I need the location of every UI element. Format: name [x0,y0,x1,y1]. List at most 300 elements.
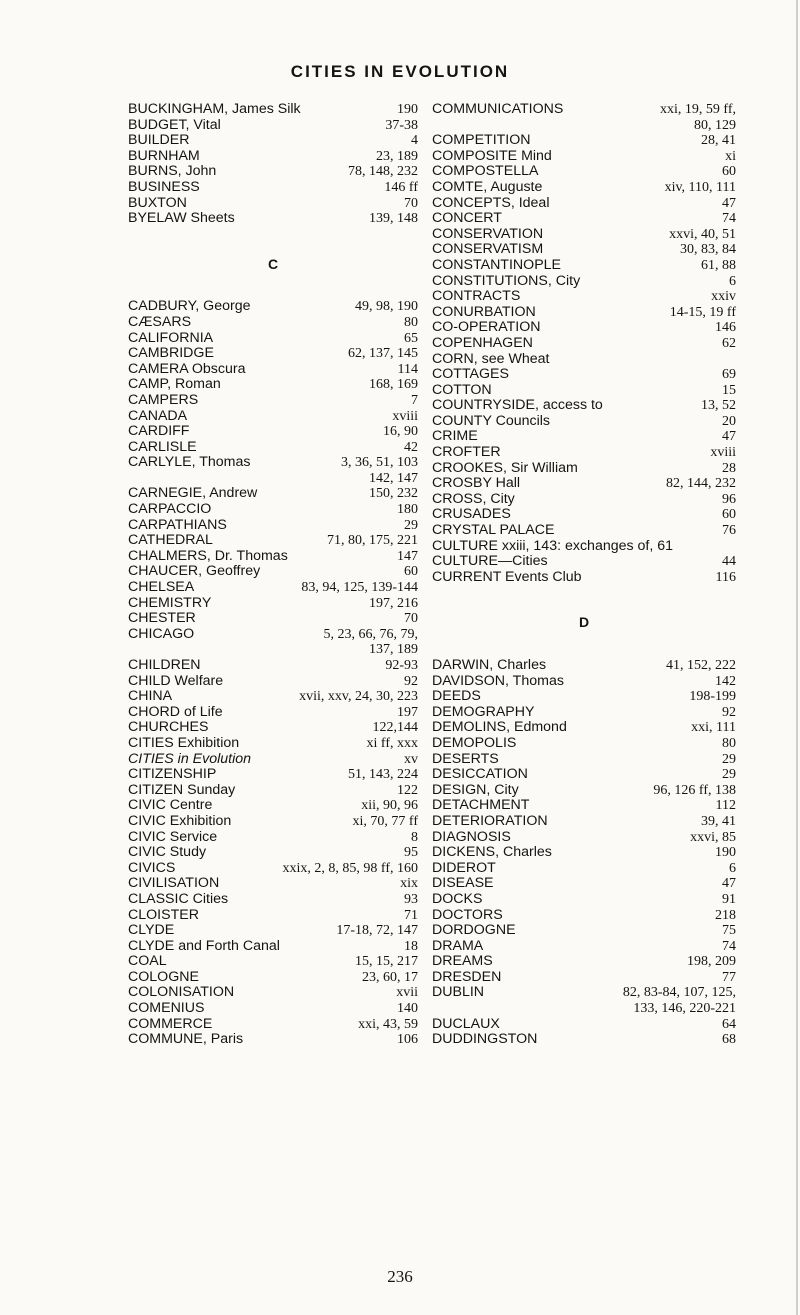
index-entry [128,876,418,892]
index-entry-pages: 18 [404,938,418,954]
index-entry-term: DETERIORATION [432,812,548,829]
index-entry-term: COMENIUS [128,1000,205,1017]
index-entry-pages: 75 [722,923,736,939]
index-entry-term: BURNS, John [128,163,217,180]
index-entry-term: DEMOGRAPHY [432,703,535,720]
index-entry-pages: 13, 52 [701,398,736,414]
index-entry-term: COLONISATION [128,984,235,1001]
index-entry-pages: 76 [722,523,736,539]
index-entry-term: DESERTS [432,750,499,767]
index-entry-term: CHURCHES [128,719,209,736]
index-entry [432,814,736,830]
index-entry-pages: 71, 80, 175, 221 [327,533,418,549]
index-entry-pages: xxvi, 40, 51 [669,226,736,242]
index-entry-term: CARNEGIE, Andrew [128,485,258,502]
index-entry-pages: 70 [404,611,418,627]
index-entry [432,923,736,939]
index-entry-term: CIVICS [128,859,176,876]
index-entry-term: CITIES in Evolution [128,750,252,767]
index-entry-pages-continued: 80, 129 [694,117,736,133]
index-entry-term: CIVIC Exhibition [128,812,232,829]
index-entry [128,658,418,674]
index-entry [432,352,736,368]
index-entry-pages: 68 [722,1032,736,1048]
index-entry-pages: 41, 152, 222 [666,658,736,673]
index-entry [128,409,418,425]
index-entry-pages: 15, 15, 217 [355,954,418,970]
index-entry-pages: xxix, 2, 8, 85, 98 ff, 160 [282,860,418,876]
index-entry-term: CONTRACTS [432,288,521,305]
index-entry-term: COMTE, Auguste [432,178,543,195]
index-section-b [128,102,418,227]
index-entry-pages: 8 [411,829,418,845]
index-entry-term: CHILDREN [128,657,201,673]
index-entry-term: CAMBRIDGE [128,345,214,362]
index-entry [128,689,418,705]
index-entry-pages: 80 [722,735,736,751]
index-entry-pages: 49, 98, 190 [355,299,418,315]
index-entry-pages: xiv, 110, 111 [664,179,736,195]
index-entry-term: CURRENT Events Club [432,568,582,585]
index-entry-term: DIAGNOSIS [432,828,511,845]
index-entry-term: CROFTER [432,444,501,461]
index-entry-pages: 112 [715,798,736,814]
index-entry [128,315,418,331]
index-entry [128,518,418,534]
index-entry-pages: 7 [411,392,418,408]
index-entry-term: DOCTORS [432,906,503,923]
index-entry-term: BYELAW Sheets [128,210,235,227]
index-entry-pages: 198-199 [689,689,736,705]
index-entry [432,336,736,352]
index-entry [432,570,736,586]
index-entry-pages-continued: 142, 147 [369,470,418,486]
index-entry [128,533,418,549]
index-entry-term: BURNHAM [128,147,200,164]
index-entry [432,954,736,970]
index-entry-term: CONSTANTINOPLE [432,256,562,273]
index-entry [432,414,736,430]
index-entry-pages: 83, 94, 125, 139-144 [301,580,418,596]
index-entry-pages: 197, 216 [369,595,418,611]
index-entry-pages: 74 [722,211,736,227]
index-entry-term: CO-OPERATION [432,319,541,336]
index-entry-term: CARLISLE [128,438,197,455]
index-section-d [432,658,736,1048]
index-entry-term: COMPOSITE Mind [432,147,552,164]
index-entry [432,720,736,736]
index-entry [432,798,736,814]
index-entry-term: CORN, see Wheat [432,350,550,367]
index-entry-pages-continued: 133, 146, 220-221 [633,1001,736,1017]
index-entry [128,149,418,165]
index-entry [432,133,736,149]
index-entry-term: BUXTON [128,194,187,211]
index-entry-pages: xviii [710,445,736,461]
index-entry-term: CONSTITUTIONS, City [432,272,581,289]
index-entry-pages: 20 [722,413,736,429]
index-entry-term: BUSINESS [128,178,200,195]
index-entry-term: CRUSADES [432,506,511,523]
index-section-c [128,299,418,1048]
index-entry [432,1032,736,1048]
index-entry-term: DETACHMENT [432,797,530,814]
index-entry-pages: 5, 23, 66, 76, 79, [323,626,418,642]
index-entry [432,492,736,508]
index-entry [128,720,418,736]
index-entry-pages: 150, 232 [369,486,418,502]
index-entry-pages: 64 [722,1016,736,1032]
index-entry-term: DOCKS [432,890,483,907]
index-entry-term: DEMOLINS, Edmond [432,719,567,736]
index-entry-pages: 70 [404,195,418,211]
index-entry [432,398,736,414]
index-entry [432,970,736,986]
index-entry [128,923,418,939]
index-entry [432,383,736,399]
index-entry-term: CIVIC Service [128,828,218,845]
index-entry-term: CÆSARS [128,313,192,330]
index-entry [128,331,418,347]
index-entry [128,861,418,877]
index-entry [128,798,418,814]
index-entry [128,627,418,658]
index-entry-pages: 198, 209 [687,954,736,970]
index-entry-term: CHORD of Life [128,703,223,720]
page-number: 236 [387,1267,413,1286]
index-entry [432,830,736,846]
index-entry-term: DRAMA [432,937,484,954]
index-entry [432,736,736,752]
index-entry-pages: xxiv [711,289,736,305]
index-entry-pages: 15 [722,382,736,398]
index-entry [128,752,418,768]
index-entry [432,507,736,523]
index-entry-pages: 116 [715,569,736,585]
index-entry-term: COTTAGES [432,366,509,383]
index-entry-pages: 3, 36, 51, 103 [341,455,418,471]
index-entry-pages: 91 [722,891,736,907]
index-entry-pages: 78, 148, 232 [348,164,418,180]
index-entry-pages: 146 ff [384,179,418,195]
index-entry-term: CITIZEN Sunday [128,781,236,798]
index-entry-term: CIVILISATION [128,875,220,892]
index-entry-term: CHINA [128,688,173,705]
index-entry-pages-continued: 137, 189 [369,642,418,658]
index-entry [432,689,736,705]
index-entry-term: DESIGN, City [432,781,519,798]
index-entry-term: CHICAGO [128,625,195,642]
index-entry-pages: 4 [411,133,418,149]
index-entry-pages: 23, 60, 17 [362,969,418,985]
index-entry-pages: 62, 137, 145 [348,346,418,362]
index-entry-term: DISEASE [432,875,494,892]
index-entry [432,892,736,908]
index-entry [432,289,736,305]
index-entry-pages: 96 [722,491,736,507]
index-entry-pages: 114 [397,361,418,377]
index-entry-pages: 180 [397,502,418,518]
index-entry-term: CHAUCER, Geoffrey [128,563,261,580]
index-entry-pages: xviii [392,408,418,424]
index-entry-pages: 47 [722,876,736,892]
index-entry [432,845,736,861]
index-entry-pages: 60 [722,507,736,523]
index-entry-term: CARLYLE, Thomas [128,454,251,471]
index-entry-pages: 92 [722,704,736,720]
index-entry [128,118,418,134]
index-entry [432,476,736,492]
index-entry-term: CHILD Welfare [128,672,224,689]
index-entry [432,429,736,445]
index-entry-term: COMPOSTELLA [432,163,539,180]
index-entry-term: COUNTY Councils [432,412,550,429]
index-entry [128,102,418,118]
index-entry [128,196,418,212]
index-entry [128,346,418,362]
index-entry [432,211,736,227]
index-entry [432,227,736,243]
index-entry-pages: 190 [397,102,418,117]
index-entry-term: CRIME [432,428,478,445]
index-entry-pages: 30, 83, 84 [680,242,736,258]
index-entry-term: COAL [128,953,167,970]
index-entry [128,783,418,799]
index-entry-pages: 168, 169 [369,377,418,393]
index-entry-term: DUBLIN [432,984,485,1001]
index-entry-term: CULTURE xxiii, 143: exchanges of, 61 [432,537,674,554]
index-entry-term: CAMPERS [128,391,199,408]
index-entry [128,954,418,970]
index-entry [128,908,418,924]
index-entry-term: BUCKINGHAM, James Silk [128,101,301,117]
index-entry [432,242,736,258]
index-entry [432,752,736,768]
index-entry-term: CAMERA Obscura [128,360,246,377]
index-entry-pages: 28 [722,460,736,476]
index-entry [128,486,418,502]
index-entry [432,1017,736,1033]
index-entry-term: CIVIC Study [128,844,207,861]
index-entry-pages: 82, 83-84, 107, 125, [622,985,736,1001]
index-entry-term: CHALMERS, Dr. Thomas [128,547,288,564]
index-entry-pages: 190 [715,845,736,861]
index-entry-term: DEMOPOLIS [432,734,517,751]
index-entry [128,705,418,721]
index-entry-pages: xvii [396,985,418,1001]
index-entry-pages: 122,144 [372,720,418,736]
index-entry-term: COMMERCE [128,1015,213,1032]
index-entry-pages: 197 [397,704,418,720]
index-entry-term: CONCERT [432,210,502,227]
index-entry-pages: 60 [404,564,418,580]
index-entry-pages: 61, 88 [701,257,736,273]
index-entry-pages: xi, 70, 77 ff [352,813,418,829]
index-entry-term: CONSERVATISM [432,241,544,258]
index-entry-pages: 147 [397,548,418,564]
index-entry [432,554,736,570]
index-entry-term: CARPATHIANS [128,516,227,533]
index-entry [128,674,418,690]
index-entry [128,133,418,149]
index-entry-pages: 6 [729,860,736,876]
index-entry [128,985,418,1001]
index-entry-term: CROSS, City [432,490,515,507]
index-column-right [432,102,736,1048]
index-entry [432,305,736,321]
index-entry-pages: 44 [722,554,736,570]
index-entry [128,767,418,783]
index-entry [432,767,736,783]
index-entry-term: CROSBY Hall [432,475,521,492]
index-entry-term: CARDIFF [128,423,190,440]
index-entry-pages: xxi, 111 [691,720,736,736]
index-entry-pages: 106 [397,1032,418,1048]
index-entry-term: CLYDE and Forth Canal [128,937,280,954]
index-entry [128,455,418,486]
index-entry [128,211,418,227]
index-section-c-continued [432,102,736,585]
index-entry [432,367,736,383]
index-entry-pages: 80 [404,314,418,330]
page-header: CITIES IN EVOLUTION [290,62,510,81]
index-column-left [128,102,418,1048]
index-entry-term: CARPACCIO [128,501,212,518]
index-entry-term: CITIES Exhibition [128,734,240,751]
index-entry [128,1017,418,1033]
index-entry-term: CADBURY, George [128,298,251,315]
index-entry-pages: 140 [397,1001,418,1017]
index-entry-pages: 28, 41 [701,133,736,149]
index-entry-term: DAVIDSON, Thomas [432,672,564,689]
index-entry-pages: 142 [715,673,736,689]
index-entry-pages: 122 [397,782,418,798]
index-entry-term: CATHEDRAL [128,532,213,549]
index-entry-pages: xix [400,876,418,892]
index-entry [128,564,418,580]
index-entry-term: COMMUNICATIONS [432,101,564,117]
index-entry-term: CONURBATION [432,303,536,320]
section-letter-c: C [267,255,279,272]
index-entry [128,502,418,518]
index-entry-pages: xi ff, xxx [366,735,418,751]
index-entry-term: CROOKES, Sir William [432,459,578,476]
index-entry-pages: xvii, xxv, 24, 30, 223 [299,689,418,705]
index-entry-pages: 6 [729,273,736,289]
index-entry-term: CITIZENSHIP [128,766,217,783]
index-entry [128,393,418,409]
index-entry-term: CULTURE—Cities [432,553,548,570]
index-entry [128,424,418,440]
index-entry-pages: 92-93 [385,658,418,673]
index-entry-pages: 17-18, 72, 147 [336,923,418,939]
index-entry [432,196,736,212]
index-entry-pages: 82, 144, 232 [666,476,736,492]
index-entry-term: CHELSEA [128,579,195,596]
index-entry-pages: 65 [404,330,418,346]
index-entry [128,845,418,861]
index-entry-term: CHESTER [128,610,196,627]
index-entry-pages: 69 [722,367,736,383]
index-entry-pages: 47 [722,195,736,211]
index-entry-term: COMMUNE, Paris [128,1031,244,1048]
index-entry [128,736,418,752]
index-entry-term: COMPETITION [432,132,531,149]
index-entry-pages: 93 [404,891,418,907]
index-entry [432,861,736,877]
index-entry [128,611,418,627]
index-entry-pages: 29 [404,517,418,533]
index-entry [128,580,418,596]
index-entry [432,939,736,955]
index-entry [432,274,736,290]
index-entry [432,258,736,274]
index-entry-term: COLOGNE [128,968,199,985]
index-entry-pages: 71 [404,907,418,923]
index-entry-term: BUILDER [128,132,190,149]
index-entry-pages: xii, 90, 96 [361,798,418,814]
index-entry [432,539,736,555]
index-entry-pages: 218 [715,907,736,923]
index-entry [128,892,418,908]
index-entry-pages: 29 [722,751,736,767]
index-entry [128,830,418,846]
index-entry [128,549,418,565]
index-entry-pages: 16, 90 [383,424,418,440]
index-entry [432,164,736,180]
index-entry-term: DEEDS [432,688,481,705]
index-entry-pages: 39, 41 [701,813,736,829]
index-entry-term: COUNTRYSIDE, access to [432,397,603,414]
index-entry-term: DRESDEN [432,968,502,985]
index-entry-pages: 47 [722,429,736,445]
index-entry-term: CLYDE [128,922,175,939]
index-entry-term: DORDOGNE [432,922,516,939]
index-entry-pages: xv [404,751,418,767]
index-entry [128,377,418,393]
index-entry-term: CANADA [128,407,188,424]
index-entry-term: CALIFORNIA [128,329,214,346]
index-entry-pages: xi [725,148,736,164]
index-entry [128,970,418,986]
index-entry-pages: 23, 189 [376,148,418,164]
index-entry-pages: 14-15, 19 ff [669,304,736,320]
index-entry [128,1032,418,1048]
index-entry [128,596,418,612]
index-entry-term: COPENHAGEN [432,334,533,351]
index-entry [432,658,736,674]
index-entry-term: CONSERVATION [432,225,544,242]
index-entry-pages: xxi, 19, 59 ff, [660,102,736,117]
index-entry [128,1001,418,1017]
index-entry [432,461,736,477]
index-entry-term: CAMP, Roman [128,376,221,393]
index-entry-term: CHEMISTRY [128,594,212,611]
index-entry-pages: 37-38 [385,117,418,133]
index-entry-term: DIDEROT [432,859,496,876]
index-entry [432,705,736,721]
index-entry-pages: 51, 143, 224 [348,767,418,783]
index-entry-term: DESICCATION [432,766,528,783]
index-entry [432,908,736,924]
index-entry [128,939,418,955]
index-entry-term: CLASSIC Cities [128,890,229,907]
index-entry-term: DUCLAUX [432,1015,500,1032]
index-entry [432,149,736,165]
index-entry [432,102,736,133]
section-letter-d: D [578,614,590,631]
index-entry [432,674,736,690]
